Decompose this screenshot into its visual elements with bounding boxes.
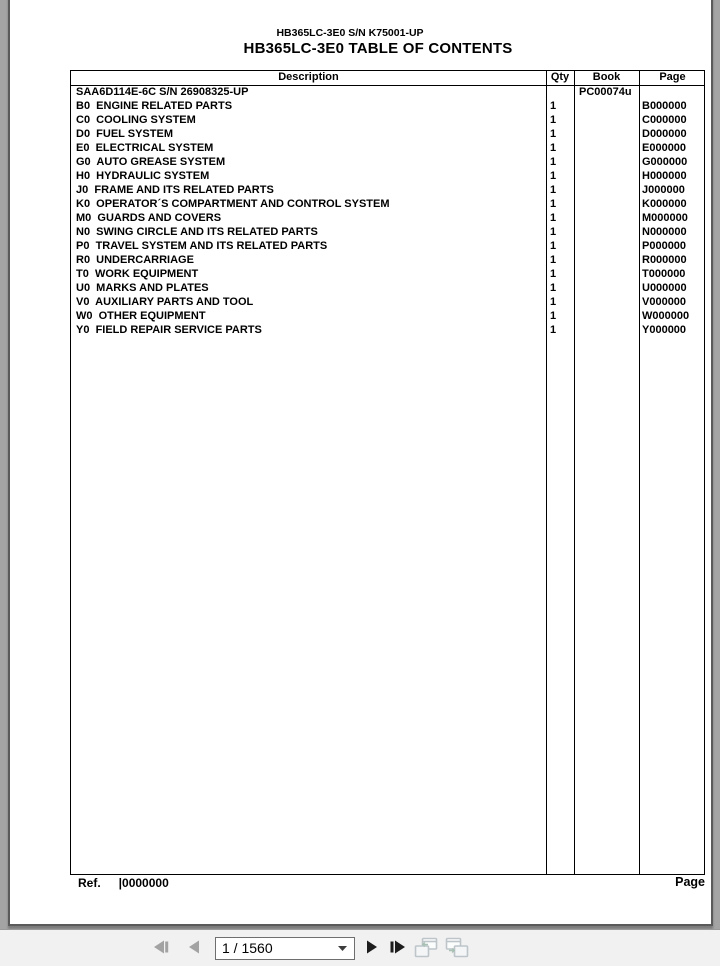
cell-book [579,156,637,170]
cell-description: J0 FRAME AND ITS RELATED PARTS [76,184,274,196]
cell-book [579,240,637,254]
cell-page: B000000 [642,100,687,112]
cell-qty: 1 [550,212,557,224]
table-row [71,198,704,212]
cell-description: R0 UNDERCARRIAGE [76,254,194,266]
cell-qty: 1 [550,240,557,252]
cell-book [579,198,637,212]
table-row [71,170,704,184]
table-row [71,184,704,198]
cell-page: C000000 [642,114,687,126]
cell-qty: 1 [550,254,557,266]
table-row [71,226,704,240]
last-page-button[interactable] [389,940,407,956]
cell-description: U0 MARKS AND PLATES [76,282,209,294]
cell-description: P0 TRAVEL SYSTEM AND ITS RELATED PARTS [76,240,328,252]
footer-reference [78,876,169,890]
cell-description: W0 OTHER EQUIPMENT [76,310,206,322]
cell-book [579,184,637,198]
cell-qty: 1 [550,324,557,336]
cell-page: G000000 [642,156,688,168]
cell-description: T0 WORK EQUIPMENT [76,268,199,280]
cell-page: P000000 [642,240,687,252]
cell-book [579,282,637,296]
table-row [71,296,704,310]
cell-qty: 1 [550,114,557,126]
table-row [71,128,704,142]
cell-page: Y000000 [642,324,687,336]
cell-page: T000000 [642,268,686,280]
cell-page: V000000 [642,296,687,308]
cell-description: B0 ENGINE RELATED PARTS [76,100,233,112]
table-row [71,142,704,156]
next-page-icon [365,939,379,958]
cell-description: H0 HYDRAULIC SYSTEM [76,170,210,182]
header-page: Page [659,71,686,83]
page-title: HB365LC-3E0 TABLE OF CONTENTS [243,40,513,57]
cell-qty: 1 [550,198,557,210]
table-row [71,156,704,170]
cell-page: R000000 [642,254,687,266]
table-row [71,240,704,254]
previous-view-button[interactable] [414,938,438,959]
cell-qty: 1 [550,226,557,238]
cell-description: D0 FUEL SYSTEM [76,128,173,140]
cell-book [579,268,637,282]
ref-label: Ref. [78,876,101,890]
cell-book [579,310,637,324]
first-page-icon [153,939,170,958]
cell-book [579,114,637,128]
table-row [71,114,704,128]
table-row [71,86,704,100]
cell-description: N0 SWING CIRCLE AND ITS RELATED PARTS [76,226,318,238]
cell-book [579,296,637,310]
page-indicator: 1 / 1560 [222,940,273,956]
table-row [71,100,704,114]
cell-book: PC00074u [579,86,632,98]
cell-qty: 1 [550,128,557,140]
cell-description: V0 AUXILIARY PARTS AND TOOL [76,296,254,308]
first-page-button[interactable] [153,940,170,956]
cell-page [642,86,704,100]
cell-qty: 1 [550,142,557,154]
cell-qty: 1 [550,282,557,294]
previous-page-button[interactable] [187,940,201,956]
ref-value: |0000000 [118,876,169,890]
next-view-icon [445,937,469,961]
cell-description: G0 AUTO GREASE SYSTEM [76,156,226,168]
cell-book [579,142,637,156]
table-body [71,86,704,338]
cell-qty: 1 [550,170,557,182]
cell-book [579,170,637,184]
cell-page: W000000 [642,310,690,322]
cell-page: D000000 [642,128,687,140]
cell-book [579,324,637,338]
table-row [71,268,704,282]
cell-qty: 1 [550,184,557,196]
cell-page: M000000 [642,212,688,224]
cell-qty: 1 [550,296,557,308]
cell-description: K0 OPERATOR´S COMPARTMENT AND CONTROL SYSTEM [76,198,390,210]
table-row [71,212,704,226]
cell-qty: 1 [550,268,557,280]
cell-page: J000000 [642,184,685,196]
table-row [71,254,704,268]
page-sheet [10,0,711,924]
cell-qty: 1 [550,156,557,168]
cell-qty [550,86,572,100]
cell-page: H000000 [642,170,687,182]
cell-page: E000000 [642,142,687,154]
document-subtitle: HB365LC-3E0 S/N K75001-UP [276,27,424,39]
next-page-button[interactable] [365,940,379,956]
previous-page-icon [187,939,201,958]
cell-qty: 1 [550,310,557,322]
cell-book [579,100,637,114]
header-book: Book [592,71,621,83]
cell-description: C0 COOLING SYSTEM [76,114,196,126]
cell-page: U000000 [642,282,687,294]
cell-qty: 1 [550,100,557,112]
cell-book [579,226,637,240]
cell-page: N000000 [642,226,687,238]
cell-book [579,254,637,268]
document-page [8,0,713,926]
cell-description: E0 ELECTRICAL SYSTEM [76,142,214,154]
header-description: Description [278,71,339,83]
table-row [71,310,704,324]
cell-book [579,212,637,226]
table-row [71,324,704,338]
cell-page: K000000 [642,198,687,210]
cell-description: M0 GUARDS AND COVERS [76,212,222,224]
page-navigation-toolbar [0,929,720,966]
cell-description: SAA6D114E-6C S/N 26908325-UP [76,86,249,98]
page-number-combobox[interactable] [215,937,355,960]
dropdown-arrow-icon [338,946,347,951]
previous-view-icon [414,937,438,961]
cell-book [579,128,637,142]
table-of-contents [70,70,705,875]
table-row [71,282,704,296]
cell-description: Y0 FIELD REPAIR SERVICE PARTS [76,324,262,336]
last-page-icon [389,939,407,958]
header-qty: Qty [550,71,570,83]
footer-page-label: Page [675,875,705,889]
table-header-row [71,71,704,86]
next-view-button[interactable] [445,938,469,959]
